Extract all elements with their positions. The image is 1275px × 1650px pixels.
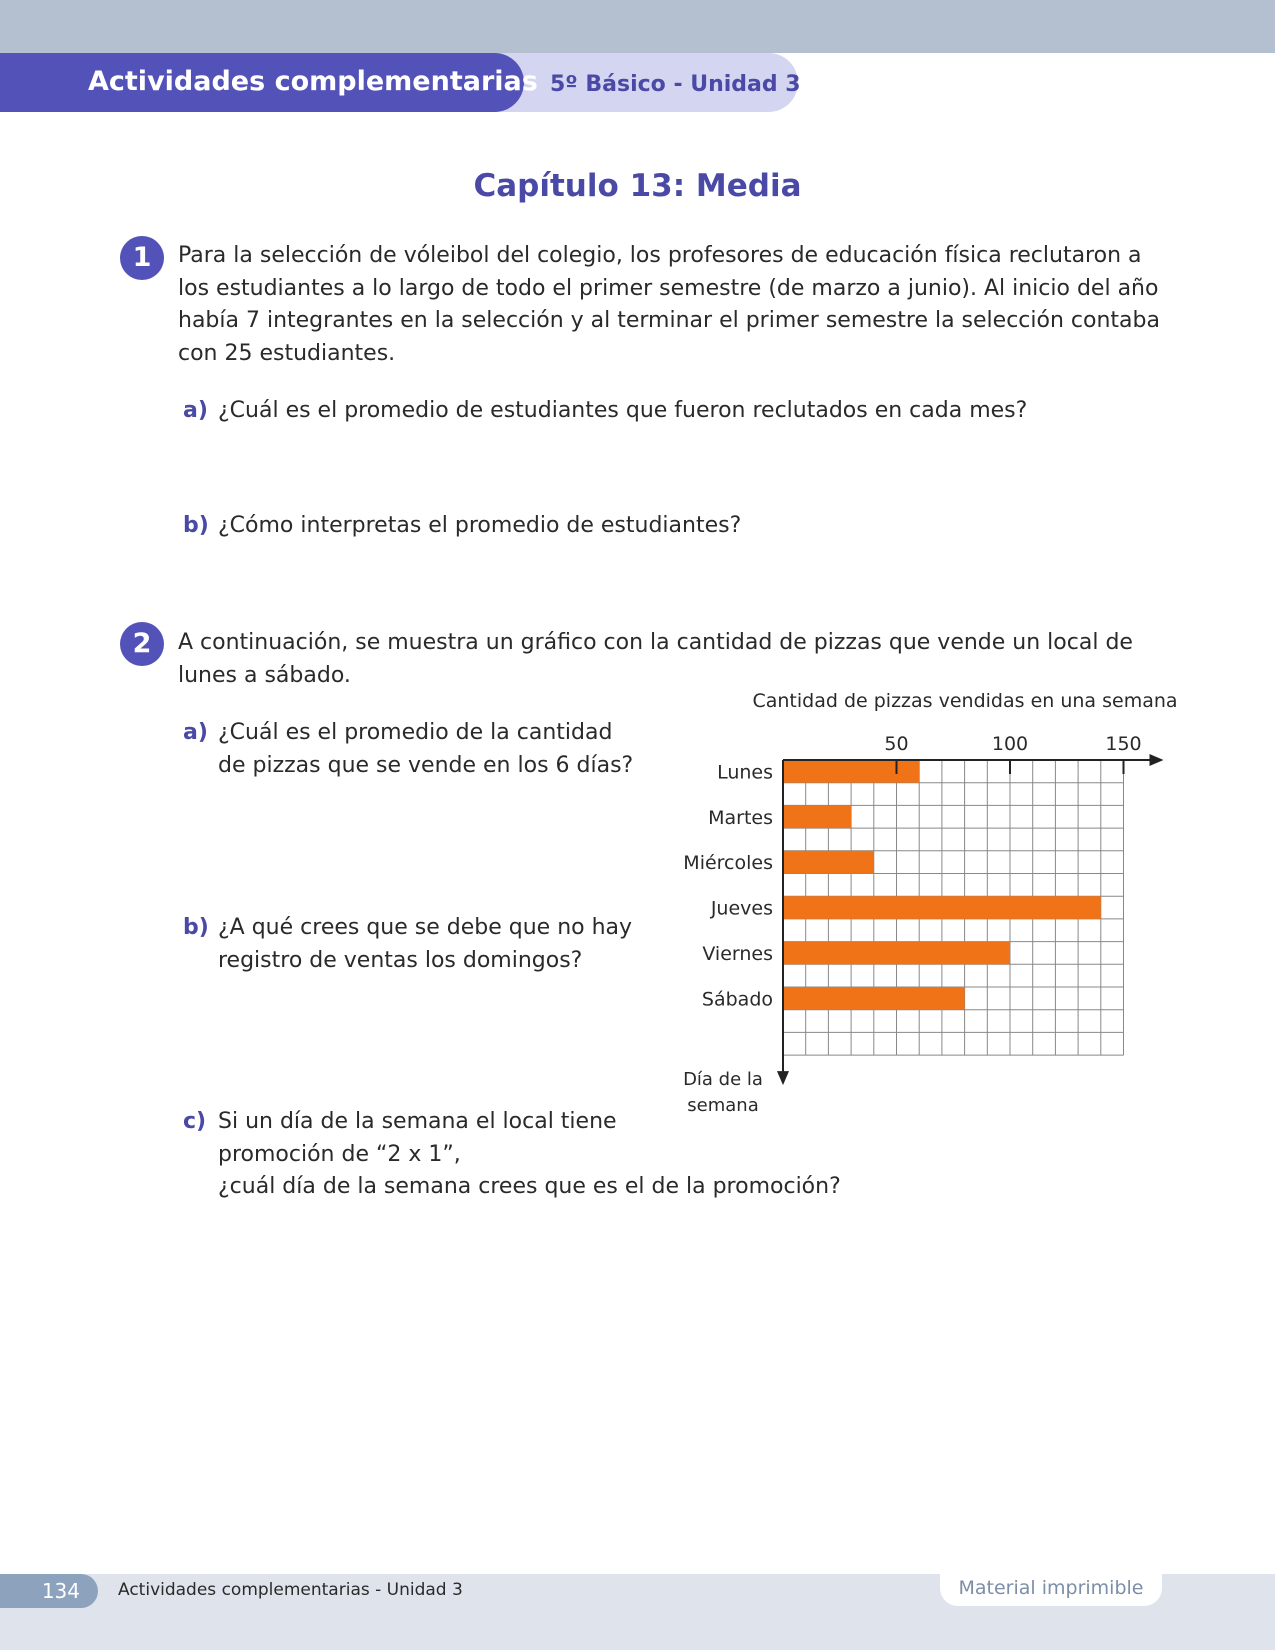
bar	[783, 896, 1101, 919]
question-text	[218, 717, 633, 782]
question-line: de pizzas que se vende en los 6 días?	[218, 752, 634, 778]
problem-2-question-a	[183, 717, 633, 782]
question-line: ¿A qué crees que se debe que no hay	[218, 915, 633, 940]
question-label: a)	[183, 720, 208, 745]
problem-2-statement	[178, 627, 1178, 692]
bar	[783, 805, 851, 828]
category-label: Sábado	[701, 988, 773, 1011]
top-strip	[0, 0, 1275, 53]
problem-1-line: con 25 estudiantes.	[178, 340, 396, 366]
question-label: c)	[183, 1109, 207, 1134]
problem-1-question-a	[183, 395, 1027, 428]
problem-1-badge: 1	[120, 236, 164, 280]
bar	[783, 851, 874, 874]
bar	[783, 760, 919, 783]
question-label: b)	[183, 513, 209, 538]
problem-1-line: había 7 integrantes en la selección y al terminar el primer semestre la selección contaba	[178, 308, 1160, 333]
category-label: Viernes	[702, 942, 773, 965]
category-label: Martes	[708, 806, 773, 829]
question-label: a)	[183, 398, 208, 423]
category-label: Miércoles	[683, 852, 773, 875]
page-number: 134	[0, 1574, 98, 1608]
category-label: Jueves	[710, 897, 773, 920]
chapter-title: Capítulo 13: Media	[473, 168, 802, 204]
chart-title: Cantidad de pizzas vendidas en una semana	[752, 690, 1178, 712]
problem-2-badge: 2	[120, 622, 164, 666]
x-tick-label: 50	[884, 733, 909, 755]
problem-2-line: lunes a sábado.	[178, 662, 351, 688]
x-tick-label: 150	[1105, 733, 1142, 755]
question-text	[218, 912, 632, 977]
footer-text: Actividades complementarias - Unidad 3	[118, 1580, 463, 1600]
chart-svg	[660, 720, 1180, 1120]
problem-2-line: A continuación, se muestra un gráfico con la cantidad de pizzas que vende un local de	[178, 630, 1133, 655]
question-label: b)	[183, 915, 209, 940]
question-text: ¿Cuál es el promedio de estudiantes que fueron reclutados en cada mes?	[218, 398, 1028, 423]
question-text: ¿Cómo interpretas el promedio de estudiantes?	[218, 513, 742, 538]
question-line: promoción de “2 x 1”,	[218, 1141, 461, 1167]
question-line: registro de ventas los domingos?	[218, 947, 583, 973]
y-axis-arrow	[777, 1071, 789, 1085]
y-axis-label: semana	[687, 1095, 759, 1117]
problem-1-line: Para la selección de vóleibol del colegio, los profesores de educación física reclutaron a	[178, 243, 1142, 268]
bar	[783, 987, 965, 1010]
section-title: Actividades complementarias	[88, 66, 538, 97]
x-axis-arrow	[1150, 754, 1164, 766]
printable-material-label: Material imprimible	[940, 1570, 1162, 1606]
problem-2-question-c	[183, 1106, 841, 1204]
problem-2-question-b	[183, 912, 632, 977]
question-text	[218, 1106, 841, 1204]
category-label: Lunes	[717, 761, 773, 784]
question-line: Si un día de la semana el local tiene	[218, 1109, 617, 1134]
course-unit-label: 5º Básico - Unidad 3	[550, 72, 801, 97]
problem-1-statement	[178, 240, 1178, 370]
y-axis-label: Día de la	[683, 1069, 763, 1091]
pizza-bar-chart	[660, 720, 1180, 1120]
x-tick-label: 100	[991, 733, 1029, 755]
bar	[783, 942, 1010, 965]
question-line: ¿Cuál es el promedio de la cantidad	[218, 720, 613, 745]
question-line: ¿cuál día de la semana crees que es el de la promoción?	[218, 1174, 841, 1199]
problem-1-line: los estudiantes a lo largo de todo el primer semestre (de marzo a junio). Al inicio del año	[178, 275, 1159, 301]
problem-1-question-b	[183, 510, 741, 543]
